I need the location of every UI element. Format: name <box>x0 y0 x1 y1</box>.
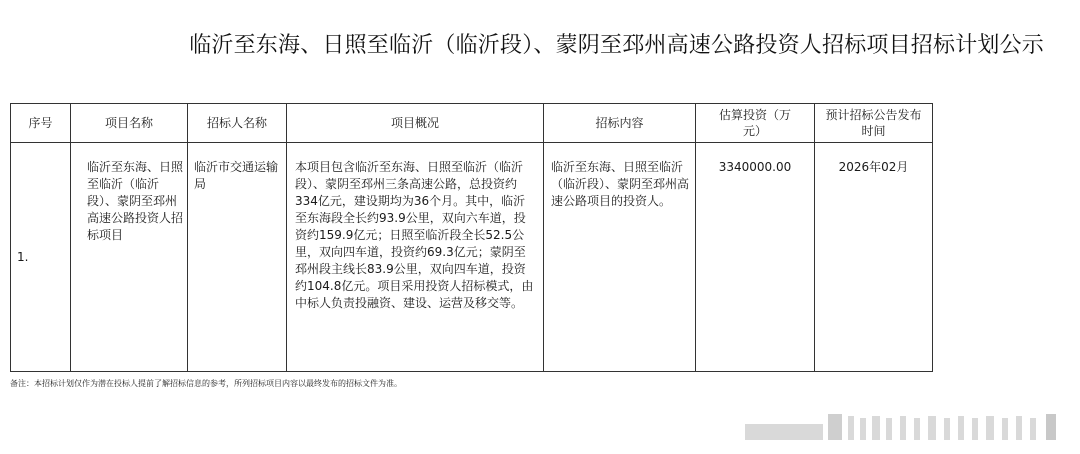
table-row <box>11 143 933 372</box>
column-header-project-name: 项目名称 <box>71 104 188 143</box>
cell-project-name: 临沂至东海、日照至临沂（临沂段）、蒙阴至邳州高速公路投资人招标项目 <box>71 143 188 372</box>
cell-estimated-investment: 3340000.00 <box>696 143 815 372</box>
column-header-announcement-time: 预计招标公告发布时间 <box>815 104 933 143</box>
cell-announcement-time: 2026年02月 <box>815 143 933 372</box>
column-header-tenderer: 招标人名称 <box>188 104 287 143</box>
column-header-content: 招标内容 <box>544 104 696 143</box>
footnote: 备注：本招标计划仅作为潜在投标人提前了解招标信息的参考，所列招标项目内容以最终发布的招标文件为准。 <box>10 379 402 388</box>
tender-plan-table <box>10 103 933 372</box>
cell-tenderer: 临沂市交通运输局 <box>188 143 287 372</box>
cell-no: 1. <box>11 143 71 372</box>
column-header-estimated-investment: 估算投资（万元） <box>696 104 815 143</box>
table-header-row <box>11 104 933 143</box>
column-header-no: 序号 <box>11 104 71 143</box>
page-title: 临沂至东海、日照至临沂（临沂段）、蒙阴至邳州高速公路投资人招标项目招标计划公示 <box>189 33 1044 58</box>
column-header-overview: 项目概况 <box>287 104 544 143</box>
cell-content: 临沂至东海、日照至临沂（临沂段）、蒙阴至邳州高速公路项目的投资人。 <box>544 143 696 372</box>
cell-overview: 本项目包含临沂至东海、日照至临沂（临沂段）、蒙阴至邳州三条高速公路，总投资约334亿元，建设期均为36个月。其中，临沂至东海段全长约93.9公里，双向六车道，投资约159.9亿元；日照至临沂段全长52.5公里，双向四车道，投资约69.3亿元；蒙阴至邳州段主线长83.9公里，双向四车道，投资约104.8亿元。项目采用投资人招标模式，由中标人负责投融资、建设、运营及移交等。 <box>287 143 544 372</box>
